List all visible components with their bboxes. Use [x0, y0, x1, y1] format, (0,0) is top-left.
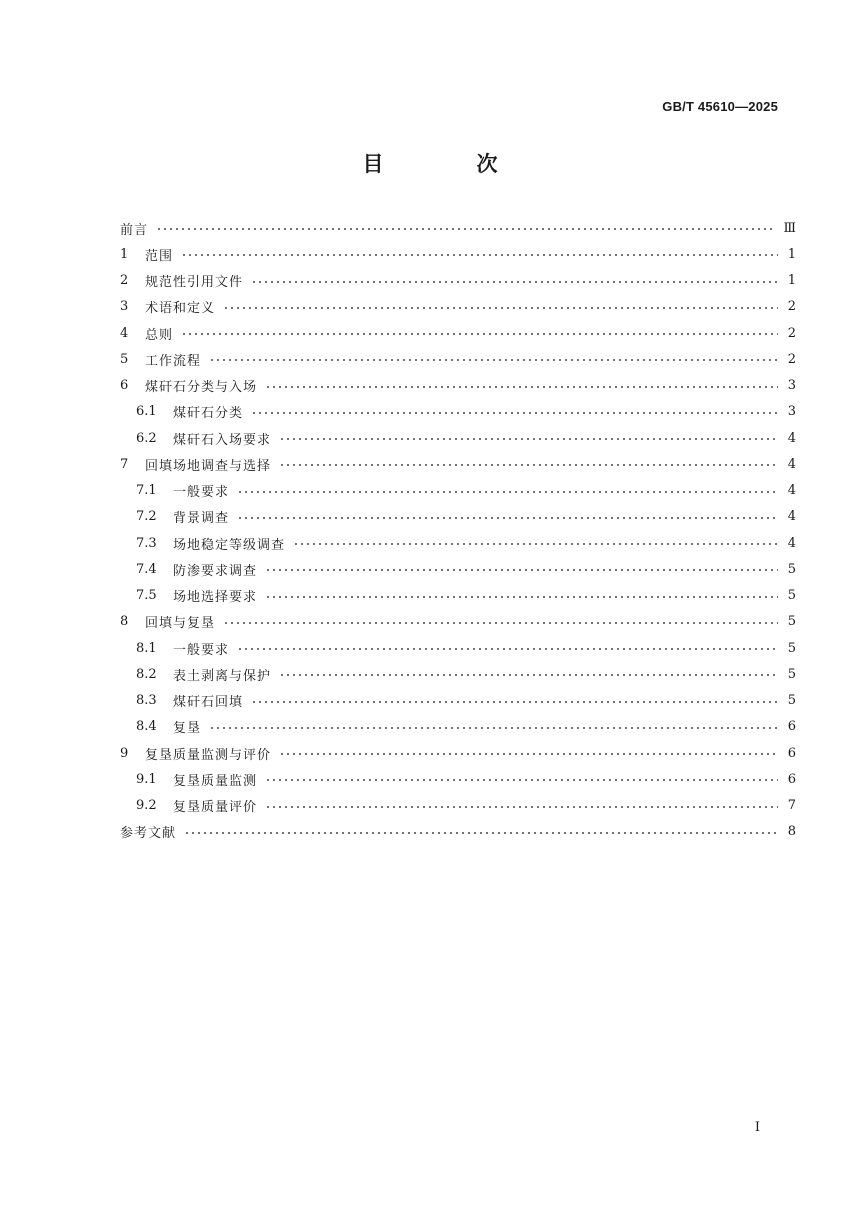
dot-leader — [251, 701, 778, 703]
dot-leader — [223, 307, 778, 309]
dot-leader — [265, 386, 778, 388]
toc-entry-number: 3 — [120, 299, 129, 315]
dot-leader — [156, 228, 775, 230]
toc-entry-number: 7.1 — [136, 483, 157, 499]
toc-entry[interactable] — [120, 241, 796, 267]
toc-entry[interactable] — [120, 714, 796, 740]
toc-entry-number: 6.2 — [136, 430, 157, 446]
toc-entry-page: 4 — [787, 483, 796, 499]
toc-entry-number: 8.1 — [136, 640, 157, 656]
toc-entry-label: 复垦 — [173, 721, 202, 737]
toc-entry-page: 4 — [787, 430, 796, 446]
toc-entry-number: 8.2 — [136, 666, 157, 682]
toc-entry-label: 复垦质量评价 — [173, 800, 258, 816]
toc-entry[interactable] — [120, 556, 796, 582]
dot-leader — [181, 333, 778, 335]
toc-entry-page: 2 — [787, 325, 796, 341]
toc-entry-number: 8.3 — [136, 693, 157, 709]
toc-entry-label: 范围 — [145, 248, 174, 264]
dot-leader — [251, 281, 778, 283]
toc-entry-number: 8.4 — [136, 719, 157, 735]
toc-entry-number: 7.4 — [136, 561, 157, 577]
dot-leader — [184, 832, 778, 834]
toc-entry[interactable] — [120, 451, 796, 477]
toc-entry-page: 3 — [787, 404, 796, 420]
toc-entry-label: 背景调查 — [173, 511, 230, 527]
page-title: 目 次 — [362, 151, 534, 176]
toc-entry[interactable] — [120, 635, 796, 661]
toc-entry-page: 5 — [787, 561, 796, 577]
toc-entry-number: 7.2 — [136, 509, 157, 525]
dot-leader — [265, 596, 778, 598]
toc-entry[interactable] — [120, 320, 796, 346]
toc-entry[interactable] — [120, 766, 796, 792]
toc-entry[interactable] — [120, 819, 796, 845]
toc-entry-label: 回填场地调查与选择 — [145, 458, 272, 474]
dot-leader — [265, 779, 778, 781]
dot-leader — [237, 517, 778, 519]
toc-entry-page: 6 — [787, 719, 796, 735]
toc-entry-label: 场地稳定等级调查 — [173, 537, 286, 553]
dot-leader — [209, 727, 778, 729]
toc-entry[interactable] — [120, 609, 796, 635]
toc-entry-number: 1 — [120, 246, 129, 262]
toc-entry-number: 9 — [120, 745, 129, 761]
toc-entry-number: 7.3 — [136, 535, 157, 551]
dot-leader — [223, 622, 778, 624]
table-of-contents — [120, 215, 796, 845]
dot-leader — [181, 254, 778, 256]
dot-leader — [265, 569, 778, 571]
toc-entry[interactable] — [120, 661, 796, 687]
toc-entry-number: 7 — [120, 456, 129, 472]
toc-entry[interactable] — [120, 793, 796, 819]
toc-entry-number: 4 — [120, 325, 129, 341]
toc-entry-label: 复垦质量监测 — [173, 773, 258, 789]
toc-entry-label: 前言 — [120, 222, 149, 238]
toc-entry-page: 6 — [787, 771, 796, 787]
toc-entry-page: 4 — [787, 509, 796, 525]
toc-entry-page: 8 — [787, 824, 796, 840]
toc-entry-page: 4 — [787, 456, 796, 472]
toc-entry-label: 工作流程 — [145, 353, 202, 369]
toc-entry-number: 6 — [120, 378, 129, 394]
page-number: Ⅰ — [754, 1120, 760, 1135]
toc-entry-label: 一般要求 — [173, 485, 230, 501]
standard-number: GB/T 45610—2025 — [662, 99, 778, 114]
toc-entry-label: 煤矸石分类 — [173, 406, 244, 422]
toc-entry[interactable] — [120, 268, 796, 294]
toc-entry-page: 5 — [787, 666, 796, 682]
toc-entry[interactable] — [120, 530, 796, 556]
toc-entry-page: 5 — [787, 614, 796, 630]
toc-entry-label: 参考文献 — [120, 826, 177, 842]
toc-entry[interactable] — [120, 399, 796, 425]
toc-entry-page: 5 — [787, 693, 796, 709]
toc-entry[interactable] — [120, 688, 796, 714]
toc-entry-page: 1 — [787, 246, 796, 262]
toc-entry[interactable] — [120, 373, 796, 399]
toc-entry-label: 煤矸石回填 — [173, 695, 244, 711]
toc-entry-label: 煤矸石入场要求 — [173, 432, 272, 448]
toc-entry-page: Ⅲ — [783, 220, 796, 236]
toc-entry[interactable] — [120, 425, 796, 451]
toc-entry-page: 5 — [787, 588, 796, 604]
toc-entry-label: 术语和定义 — [145, 301, 216, 317]
toc-entry-label: 规范性引用文件 — [145, 275, 244, 291]
toc-entry-label: 回填与复垦 — [145, 616, 216, 632]
toc-entry[interactable] — [120, 583, 796, 609]
toc-entry[interactable] — [120, 215, 796, 241]
toc-entry-page: 7 — [787, 798, 796, 814]
toc-entry-number: 9.2 — [136, 798, 157, 814]
dot-leader — [237, 648, 778, 650]
dot-leader — [251, 412, 778, 414]
dot-leader — [279, 674, 778, 676]
dot-leader — [265, 806, 778, 808]
toc-entry-page: 2 — [787, 351, 796, 367]
toc-entry-page: 5 — [787, 640, 796, 656]
toc-entry-number: 5 — [120, 351, 129, 367]
toc-entry-page: 4 — [787, 535, 796, 551]
toc-entry-page: 1 — [787, 273, 796, 289]
toc-entry-label: 一般要求 — [173, 642, 230, 658]
toc-entry-number: 2 — [120, 273, 129, 289]
dot-leader — [237, 491, 778, 493]
toc-entry-label: 表土剥离与保护 — [173, 668, 272, 684]
toc-entry-page: 2 — [787, 299, 796, 315]
dot-leader — [209, 359, 778, 361]
toc-entry[interactable] — [120, 504, 796, 530]
toc-entry[interactable] — [120, 346, 796, 372]
toc-entry-label: 总则 — [145, 327, 174, 343]
toc-entry-label: 防渗要求调查 — [173, 563, 258, 579]
toc-entry-number: 9.1 — [136, 771, 157, 787]
toc-entry[interactable] — [120, 740, 796, 766]
toc-entry-label: 煤矸石分类与入场 — [145, 380, 258, 396]
dot-leader — [279, 464, 778, 466]
dot-leader — [279, 438, 778, 440]
toc-entry[interactable] — [120, 478, 796, 504]
toc-entry-page: 3 — [787, 378, 796, 394]
toc-entry-number: 8 — [120, 614, 129, 630]
toc-entry-number: 6.1 — [136, 404, 157, 420]
toc-entry[interactable] — [120, 294, 796, 320]
toc-entry-label: 复垦质量监测与评价 — [145, 747, 272, 763]
toc-entry-label: 场地选择要求 — [173, 590, 258, 606]
toc-entry-page: 6 — [787, 745, 796, 761]
toc-entry-number: 7.5 — [136, 588, 157, 604]
dot-leader — [293, 543, 778, 545]
dot-leader — [279, 753, 778, 755]
